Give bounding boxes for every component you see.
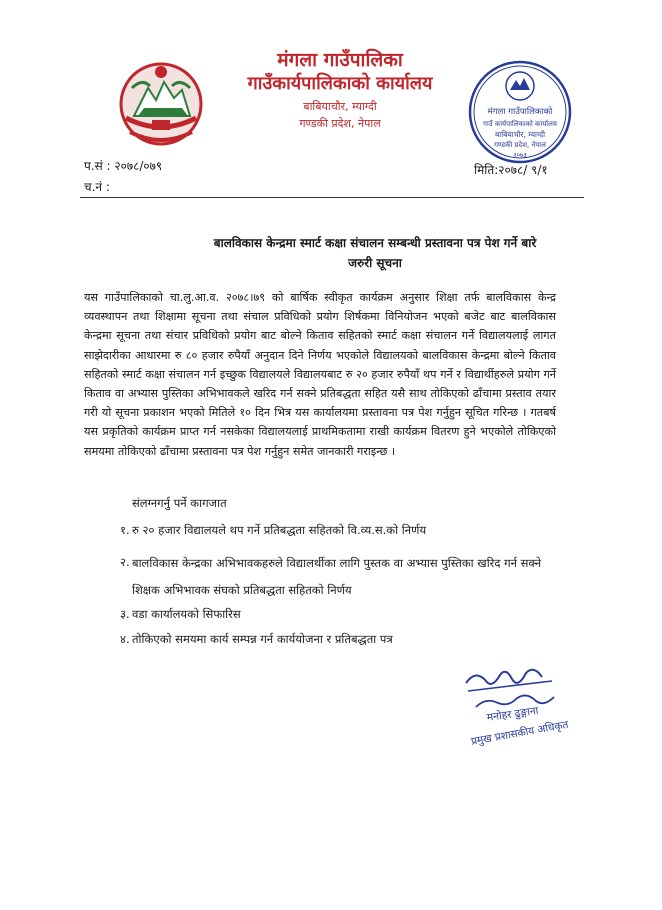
attachments-heading: संलग्नगर्नु पर्ने कागजात xyxy=(132,496,227,510)
address-line-2: गण्डकी प्रदेश, नेपाल xyxy=(299,117,381,130)
attachment-text: वडा कार्यालयको सिफारिस xyxy=(132,607,241,621)
subject-block xyxy=(160,233,590,273)
subject-line-1: बालविकास केन्द्रमा स्मार्ट कक्षा संचालन सम्बन्धी प्रस्तावना पत्र पेश गर्ने बारे xyxy=(213,236,537,250)
reference-number: प.सं : २०७८/०७९ xyxy=(84,159,163,173)
attachment-number: २. xyxy=(120,555,130,569)
seal-year: २०७३ xyxy=(513,151,527,159)
letterhead xyxy=(224,48,456,132)
office-seal-stamp xyxy=(464,56,576,168)
body-paragraph: यस गाउँपालिकाको चा.लु.आ.व. २०७८।७९ को बार्षिक स्वीकृत कार्यक्रम अनुसार शिक्षा तर्फ बालविकास केन्द्र व्यवस्थापन तथा शिक्षामा सूचना तथा संचाल प्रविधिको प्रयोग शिर्षकमा विनियोजन भएको बजेट बाट बालविकास केन्द्रमा सूचना तथा संचार प्रविधिको प्रयोग बाट बोल्ने किताव सहितको स्मार्ट कक्षा संचालन गर्ने विद्यालयलाई लागत साझेदारीका आधारमा रु ८० हजार रुपैयाँ अनुदान दिने निर्णय भएकोले विद्यालयको बालविकास केन्द्रमा बोल्ने किताव सहितको स्मार्ट कक्षा संचालन गर्न इच्छुक विद्यालयले विद्यालयबाट रु २० हजार रुपैयाँ थप गर्ने र विद्यार्थीहरुले प्रयोग गर्ने किताव वा अभ्यास पुस्तिका अभिभावकले खरिद गर्न सक्ने प्रतिबद्धता सहित यसै साथ तोकिएको ढाँचामा प्रस्ताव तयार गरी यो सूचना प्रकाशन भएको मितिले १० दिन भित्र यस कार्यालयमा प्रस्तावना पत्र पेश गर्नुहुन सूचित गरिन्छ । गतबर्ष यस प्रकृतिको कार्यक्रम प्राप्त गर्न नसकेका विद्यालयलाई प्राथमिकतामा राखी कार्यक्रम वितरण हुने भएकोले तोकिएको समयमा तोकिएको ढाँचामा प्रस्तावना पत्र पेश गर्नुहुन समेत जानकारी गराइन्छ । xyxy=(84,291,556,458)
attachment-text: बालविकास केन्द्रका अभिभावकहरुले विद्यालर्थीका लागि पुस्तक वा अभ्यास पुस्तिका खरिद गर्न सक्ने शिक्षक अभिभावक संघको प्रतिबद्धता सहितको निर्णय xyxy=(132,556,542,597)
seal-line-4: गण्डकी प्रदेश, नेपाल xyxy=(494,141,546,149)
office-name: गाउँकार्यपालिकाको कार्यालय xyxy=(247,73,433,94)
attachment-text: रु २० हजार विद्यालयले थप गर्ने प्रतिबद्धता सहितको वि.व्य.स.को निर्णय xyxy=(132,523,427,537)
attachment-number: ४. xyxy=(120,632,130,646)
subject-line-2: जरुरी सूचना xyxy=(348,256,402,270)
dispatch-number: च.नं : xyxy=(84,180,110,194)
attachment-number: १. xyxy=(120,523,130,537)
signatory-name: मनोहर ढुङ्गाना xyxy=(486,704,540,724)
org-name: मंगला गाउँपालिका xyxy=(277,49,403,71)
handwritten-signature xyxy=(456,663,576,711)
attachment-number: ३. xyxy=(120,607,130,621)
attachment-text: तोकिएको समयमा कार्य सम्पन्न गर्न कार्ययोजना र प्रतिबद्धता पत्र xyxy=(132,632,393,646)
nepal-emblem-icon xyxy=(112,58,210,150)
seal-line-1: मंगला गाउँपालिकाको xyxy=(487,107,553,117)
seal-line-2: गाउँ कार्यपालिकाको कार्यालय xyxy=(483,120,557,128)
seal-line-3: बाबियाचौर, म्याग्दी xyxy=(494,130,546,139)
address-line-1: बाबियाचौर, म्याग्दी xyxy=(303,100,377,113)
signatory-title: प्रमुख प्रशासकीय अधिकृत xyxy=(470,718,570,748)
header-divider xyxy=(80,197,584,198)
letter-date: मिति:२०७८/ ९/१ xyxy=(474,163,548,177)
